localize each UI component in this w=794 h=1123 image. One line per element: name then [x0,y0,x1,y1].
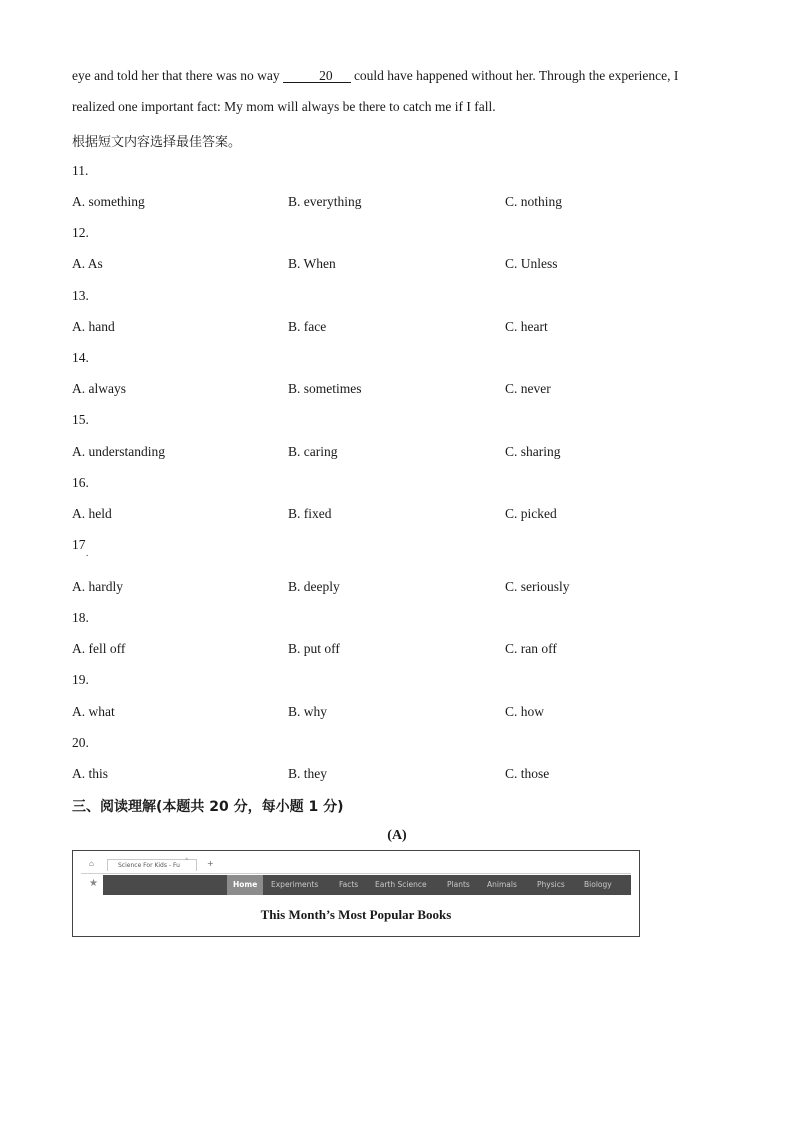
option-c: C. those [505,766,550,781]
option-c: C. heart [505,319,548,334]
option-a: A. As [72,256,103,271]
nav-experiments: Experiments [271,880,319,889]
option-c: C. ran off [505,641,557,656]
option-a: A. hand [72,319,115,334]
question-number: 14. [72,350,89,365]
question-number: 15. [72,412,89,427]
option-b: B. everything [288,194,362,209]
question-number: 12. [72,225,89,240]
question-number: 19. [72,672,89,687]
website-screenshot [72,850,640,937]
nav-facts: Facts [339,880,359,889]
option-b: B. put off [288,641,340,656]
option-b: B. caring [288,444,338,459]
option-b: B. sometimes [288,381,362,396]
tab-title: Science For Kids - Fu [118,862,180,869]
option-c: C. nothing [505,194,563,209]
option-c: C. how [505,704,545,719]
stray-dot: . [86,548,89,558]
option-b: B. face [288,319,327,334]
option-c: C. seriously [505,579,570,594]
passage-line-2: realized one important fact: My mom will always be there to catch me if I fall. [72,99,496,114]
nav-plants: Plants [447,880,470,889]
plus-icon: + [207,859,214,868]
option-b: B. they [288,766,327,781]
browser-tab-bar [81,857,631,874]
option-c: C. sharing [505,444,561,459]
home-icon: ⌂ [89,859,94,868]
option-c: C. Unless [505,256,558,271]
option-a: A. what [72,704,115,719]
option-a: A. this [72,766,109,781]
option-a: A. hardly [72,579,123,594]
question-number: 16. [72,475,89,490]
option-c: C. picked [505,506,557,521]
blank-20: 20 [283,69,351,83]
site-navbar [103,875,631,895]
browser-tab [107,859,197,871]
option-b: B. why [288,704,328,719]
question-number: 20. [72,735,89,750]
books-title: This Month’s Most Popular Books [260,907,452,922]
nav-earth-science: Earth Science [375,880,427,889]
instruction: 根据短文内容选择最佳答案。 [72,135,242,150]
option-c: C. never [505,381,551,396]
option-a: A. fell off [72,641,126,656]
nav-home: Home [227,875,263,895]
question-number: 18. [72,610,89,625]
passage-line-1 [72,68,678,84]
question-number: 11. [72,163,89,178]
passage-text-after: could have happened without her. Through the experience, I [350,68,679,83]
option-a: A. something [72,194,145,209]
option-a: A. always [72,381,126,396]
passage-label: (A) [387,828,407,843]
option-a: A. held [72,506,112,521]
passage-text-before: eye and told her that there was no way [72,68,284,83]
option-b: B. fixed [288,506,332,521]
nav-animals: Animals [487,880,517,889]
star-icon: ★ [89,878,98,889]
question-number: 13. [72,288,89,303]
nav-biology: Biology [584,880,612,889]
option-b: B. deeply [288,579,340,594]
option-a: A. understanding [72,444,165,459]
nav-physics: Physics [537,880,565,889]
question-number: 17 [72,537,86,552]
close-icon: × [185,857,189,863]
section-title: 三、阅读理解(本题共 20 分，每小题 1 分) [72,799,344,815]
option-b: B. When [288,256,336,271]
